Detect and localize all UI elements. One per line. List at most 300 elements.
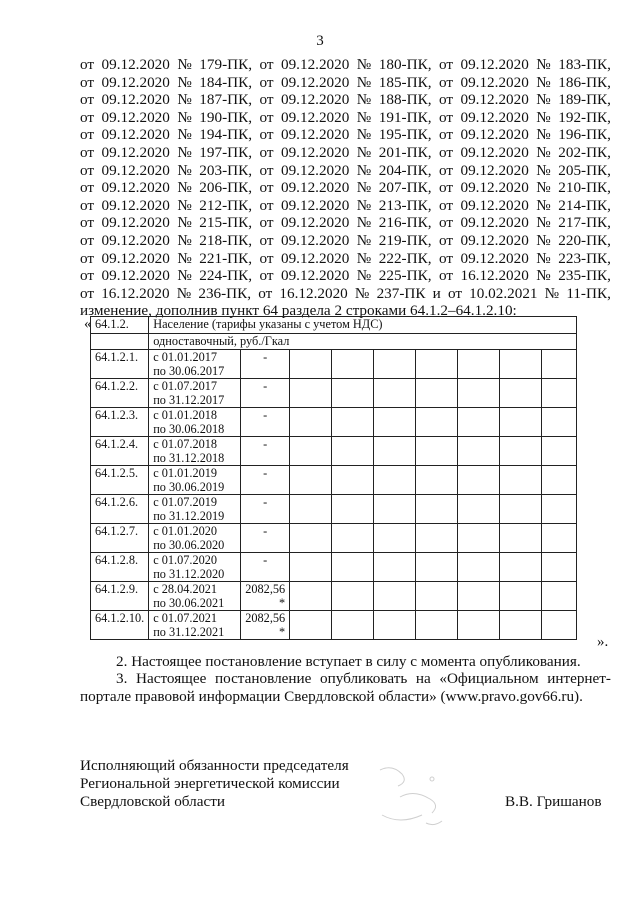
reference-word: № <box>536 196 551 214</box>
reference-word: 216-ПК, <box>378 214 432 232</box>
empty-cell <box>290 350 332 379</box>
signatory-name: В.В. Гришанов <box>505 793 602 810</box>
reference-word: от <box>259 126 274 144</box>
table-row <box>91 611 577 640</box>
reference-word: 220-ПК, <box>558 231 611 249</box>
empty-cell <box>290 466 332 495</box>
reference-word: 190-ПК, <box>199 108 253 126</box>
reference-word: 201-ПК, <box>378 143 432 161</box>
table-subheader-row <box>91 334 577 350</box>
reference-word: 196-ПК, <box>558 126 611 144</box>
row-period <box>149 582 241 611</box>
reference-word: от <box>80 249 95 267</box>
reference-word: 202-ПК, <box>558 143 611 161</box>
reference-word: № <box>177 249 192 267</box>
row-code: 64.1.2.3. <box>91 408 149 437</box>
paragraph-3-word: 3. <box>116 670 128 687</box>
header-title: Население (тарифы указаны с учетом НДС) <box>149 317 577 334</box>
empty-cell <box>290 379 332 408</box>
empty-cell <box>332 350 374 379</box>
reference-word: № <box>536 267 551 285</box>
empty-cell <box>458 524 500 553</box>
reference-line <box>80 109 611 127</box>
reference-line <box>80 74 611 92</box>
reference-word: 09.12.2020 <box>280 73 350 91</box>
reference-word: от <box>80 214 95 232</box>
empty-cell <box>500 466 542 495</box>
reference-word: от <box>438 249 453 267</box>
paragraph-3-word: на <box>415 670 431 687</box>
reference-word: № <box>356 73 372 91</box>
paragraph-3-word: Настоящее <box>136 670 207 687</box>
reference-word: 194-ПК, <box>199 126 253 144</box>
reference-word: 237-ПК <box>376 284 426 302</box>
reference-word: 09.12.2020 <box>101 214 170 232</box>
empty-cell <box>458 466 500 495</box>
reference-word: 206-ПК, <box>199 179 253 197</box>
empty-cell <box>542 495 577 524</box>
empty-cell <box>542 437 577 466</box>
empty-cell <box>458 582 500 611</box>
amendment-text: изменение, дополнив пункт 64 раздела 2 строками 64.1.2–64.1.2.10: <box>80 302 517 319</box>
reference-word: 09.12.2020 <box>280 91 350 109</box>
reference-word: 210-ПК, <box>558 179 611 197</box>
reference-word: № <box>356 91 372 109</box>
reference-word: 184-ПК, <box>199 73 253 91</box>
empty-cell <box>500 350 542 379</box>
reference-line <box>80 214 611 232</box>
row-period <box>149 408 241 437</box>
reference-word: 09.12.2020 <box>101 143 170 161</box>
reference-word: 09.12.2020 <box>101 108 170 126</box>
row-value: - <box>241 466 290 495</box>
row-period <box>149 495 241 524</box>
reference-word: от <box>259 214 274 232</box>
reference-word: 221-ПК, <box>199 249 253 267</box>
reference-word: № <box>177 126 192 144</box>
reference-line <box>80 162 611 180</box>
reference-word: 235-ПК, <box>558 267 611 285</box>
tariff-table <box>90 316 577 640</box>
row-value: 2082,56 * <box>241 611 290 640</box>
empty-cell <box>458 611 500 640</box>
reference-word: 09.12.2020 <box>460 214 529 232</box>
reference-word: № <box>177 108 192 126</box>
period-from: с 01.07.2017 <box>153 379 218 393</box>
reference-word: № <box>177 179 192 197</box>
table-row <box>91 524 577 553</box>
reference-word: № <box>536 249 551 267</box>
empty-cell <box>290 611 332 640</box>
reference-word: от <box>259 143 274 161</box>
empty-cell <box>542 611 577 640</box>
reference-word: № <box>356 108 372 126</box>
empty-cell <box>542 350 577 379</box>
reference-word: 197-ПК, <box>199 143 253 161</box>
reference-word: 224-ПК, <box>199 267 253 285</box>
table-row <box>91 408 577 437</box>
reference-word: № <box>356 179 372 197</box>
row-period <box>149 466 241 495</box>
table-row <box>91 582 577 611</box>
reference-word: 203-ПК, <box>199 161 253 179</box>
row-period <box>149 553 241 582</box>
reference-word: от <box>438 231 453 249</box>
period-to: по 31.12.2021 <box>153 625 225 639</box>
empty-cell <box>290 495 332 524</box>
reference-word: от <box>438 267 453 285</box>
period-from: с 01.07.2020 <box>153 553 218 567</box>
row-code: 64.1.2.4. <box>91 437 149 466</box>
row-period <box>149 524 241 553</box>
signature-title-line-3: Свердловской области <box>80 793 225 810</box>
reference-word: № <box>177 91 192 109</box>
empty-cell <box>290 437 332 466</box>
reference-word: 189-ПК, <box>558 91 611 109</box>
reference-word: № <box>356 56 372 73</box>
empty-cell <box>374 408 416 437</box>
page-number: 3 <box>316 33 324 49</box>
reference-word: № <box>536 91 551 109</box>
empty-cell <box>290 553 332 582</box>
period-to: по 31.12.2017 <box>153 393 225 407</box>
reference-word: 192-ПК, <box>558 108 611 126</box>
reference-word: от <box>80 231 95 249</box>
table-row <box>91 553 577 582</box>
reference-word: 09.12.2020 <box>460 56 529 73</box>
reference-word: 09.12.2020 <box>280 231 350 249</box>
row-value: - <box>241 408 290 437</box>
reference-word: 188-ПК, <box>378 91 432 109</box>
row-value: - <box>241 379 290 408</box>
reference-word: от <box>259 231 274 249</box>
empty-cell <box>374 495 416 524</box>
reference-word: 09.12.2020 <box>460 196 529 214</box>
empty-cell <box>332 553 374 582</box>
reference-word: № <box>544 284 560 302</box>
empty-cell <box>542 408 577 437</box>
reference-word: 09.12.2020 <box>280 108 350 126</box>
period-to: по 30.06.2021 <box>153 596 225 610</box>
reference-word: от <box>259 91 274 109</box>
empty-cell <box>416 495 458 524</box>
period-from: с 01.01.2019 <box>153 466 218 480</box>
reference-word: № <box>356 249 372 267</box>
reference-word: 09.12.2020 <box>280 161 350 179</box>
reference-line <box>80 250 611 268</box>
reference-word: № <box>536 231 551 249</box>
reference-word: от <box>80 91 95 109</box>
period-to: по 30.06.2017 <box>153 364 225 378</box>
period-to: по 31.12.2018 <box>153 451 225 465</box>
reference-word: № <box>536 161 551 179</box>
row-code: 64.1.2.1. <box>91 350 149 379</box>
reference-word: от <box>80 179 95 197</box>
empty-cell <box>332 524 374 553</box>
reference-word: № <box>356 196 372 214</box>
reference-word: 09.12.2020 <box>101 196 170 214</box>
reference-line <box>80 197 611 215</box>
row-value: - <box>241 524 290 553</box>
row-code: 64.1.2.9. <box>91 582 149 611</box>
row-value: - <box>241 350 290 379</box>
reference-word: 195-ПК, <box>378 126 432 144</box>
reference-word: № <box>536 179 551 197</box>
reference-line <box>80 285 611 303</box>
empty-cell <box>416 466 458 495</box>
empty-cell <box>416 611 458 640</box>
empty-cell <box>416 553 458 582</box>
signature-mark <box>370 755 460 835</box>
empty-cell <box>416 379 458 408</box>
empty-cell <box>458 495 500 524</box>
reference-word: 204-ПК, <box>378 161 432 179</box>
table-row <box>91 379 577 408</box>
reference-word: 10.02.2021 <box>469 284 538 302</box>
reference-word: 215-ПК, <box>199 214 253 232</box>
reference-word: 09.12.2020 <box>460 231 529 249</box>
reference-word: № <box>177 143 192 161</box>
reference-word: № <box>177 267 192 285</box>
reference-word: 09.12.2020 <box>280 179 350 197</box>
reference-word: 236-ПК, <box>198 284 252 302</box>
reference-word: 223-ПК, <box>558 249 611 267</box>
row-code: 64.1.2.10. <box>91 611 149 640</box>
closing-quote: ». <box>597 634 609 650</box>
empty-cell <box>500 408 542 437</box>
reference-word: № <box>536 108 551 126</box>
reference-word: от <box>438 143 453 161</box>
empty-cell <box>500 495 542 524</box>
reference-word: от <box>80 56 95 73</box>
reference-line <box>80 144 611 162</box>
reference-word: от <box>259 161 274 179</box>
reference-word: 217-ПК, <box>558 214 611 232</box>
reference-word: 225-ПК, <box>378 267 432 285</box>
reference-word: 09.12.2020 <box>280 126 350 144</box>
reference-word: от <box>438 73 453 91</box>
reference-line <box>80 91 611 109</box>
reference-word: № <box>177 196 192 214</box>
empty-cell <box>542 582 577 611</box>
period-to: по 31.12.2019 <box>153 509 225 523</box>
empty-cell <box>332 495 374 524</box>
row-value: 2082,56 * <box>241 582 290 611</box>
reference-word: 09.12.2020 <box>101 91 170 109</box>
reference-word: от <box>258 284 273 302</box>
reference-word: 09.12.2020 <box>460 179 529 197</box>
paragraph-3-word: постановление <box>214 670 312 687</box>
reference-word: 205-ПК, <box>558 161 611 179</box>
paragraph-3-word: опубликовать <box>320 670 408 687</box>
empty-cell <box>374 437 416 466</box>
reference-word: 09.12.2020 <box>460 161 529 179</box>
reference-word: № <box>177 214 192 232</box>
reference-word: 09.12.2020 <box>460 126 529 144</box>
reference-word: № <box>176 284 192 302</box>
reference-word: от <box>80 73 95 91</box>
period-from: с 01.07.2019 <box>153 495 218 509</box>
reference-word: от <box>80 126 95 144</box>
header-code: 64.1.2. <box>91 317 149 334</box>
reference-word: № <box>356 214 372 232</box>
reference-line <box>80 126 611 144</box>
reference-word: от <box>447 284 462 302</box>
reference-word: 16.12.2020 <box>101 284 170 302</box>
reference-word: № <box>536 126 551 144</box>
reference-word: № <box>536 56 551 73</box>
period-to: по 31.12.2020 <box>153 567 225 581</box>
period-to: по 30.06.2019 <box>153 480 225 494</box>
reference-line <box>80 56 611 74</box>
signature-title-line-1: Исполняющий обязанности председателя <box>80 757 349 774</box>
reference-word: № <box>356 161 372 179</box>
reference-word: 09.12.2020 <box>460 108 529 126</box>
period-from: с 28.04.2021 <box>153 582 218 596</box>
reference-word: 09.12.2020 <box>101 73 170 91</box>
reference-word: № <box>177 73 192 91</box>
empty-cell <box>374 611 416 640</box>
empty-cell <box>416 582 458 611</box>
reference-word: от <box>259 108 274 126</box>
reference-word: 180-ПК, <box>378 56 432 73</box>
period-to: по 30.06.2020 <box>153 538 225 552</box>
reference-word: 186-ПК, <box>558 73 611 91</box>
row-value: - <box>241 495 290 524</box>
reference-word: № <box>356 126 372 144</box>
reference-word: 16.12.2020 <box>279 284 348 302</box>
reference-word: от <box>259 73 274 91</box>
empty-cell <box>458 437 500 466</box>
signature-title-line-2: Региональной энергетической комиссии <box>80 775 340 792</box>
row-value: - <box>241 437 290 466</box>
reference-word: от <box>80 196 95 214</box>
reference-word: от <box>438 108 453 126</box>
reference-word: 214-ПК, <box>558 196 611 214</box>
empty-cell <box>458 379 500 408</box>
reference-line <box>80 267 611 285</box>
paragraph-3-word: «Официальном <box>439 670 539 687</box>
reference-word: от <box>80 267 95 285</box>
subheader-empty-cell <box>91 334 149 350</box>
reference-line <box>80 232 611 250</box>
reference-word: 09.12.2020 <box>101 231 170 249</box>
empty-cell <box>332 379 374 408</box>
empty-cell <box>416 437 458 466</box>
row-code: 64.1.2.2. <box>91 379 149 408</box>
reference-word: 187-ПК, <box>199 91 253 109</box>
reference-word: 11-ПК, <box>566 284 611 302</box>
empty-cell <box>542 524 577 553</box>
row-code: 64.1.2.6. <box>91 495 149 524</box>
empty-cell <box>374 350 416 379</box>
empty-cell <box>500 611 542 640</box>
reference-word: от <box>438 126 453 144</box>
empty-cell <box>290 582 332 611</box>
paragraph-3-first-line <box>116 670 611 688</box>
reference-word: № <box>536 214 551 232</box>
empty-cell <box>332 466 374 495</box>
reference-word: 222-ПК, <box>378 249 432 267</box>
row-code: 64.1.2.5. <box>91 466 149 495</box>
empty-cell <box>542 466 577 495</box>
empty-cell <box>332 611 374 640</box>
resolution-references <box>80 56 611 302</box>
reference-line <box>80 179 611 197</box>
period-to: по 30.06.2018 <box>153 422 225 436</box>
reference-word: 09.12.2020 <box>101 179 170 197</box>
reference-word: от <box>259 179 274 197</box>
reference-word: 09.12.2020 <box>101 161 170 179</box>
empty-cell <box>500 437 542 466</box>
reference-word: 09.12.2020 <box>101 126 170 144</box>
empty-cell <box>332 582 374 611</box>
reference-word: от <box>438 214 453 232</box>
row-period <box>149 379 241 408</box>
row-value: - <box>241 553 290 582</box>
table-row <box>91 350 577 379</box>
reference-word: от <box>80 143 95 161</box>
reference-word: 09.12.2020 <box>101 267 170 285</box>
table-row <box>91 495 577 524</box>
reference-word: 213-ПК, <box>378 196 432 214</box>
reference-word: от <box>259 249 274 267</box>
reference-word: № <box>536 73 551 91</box>
empty-cell <box>332 437 374 466</box>
reference-word: от <box>80 284 95 302</box>
reference-word: от <box>438 161 453 179</box>
reference-word: от <box>259 56 274 73</box>
reference-word: 191-ПК, <box>378 108 432 126</box>
empty-cell <box>500 379 542 408</box>
reference-word: 207-ПК, <box>378 179 432 197</box>
reference-word: 09.12.2020 <box>280 196 350 214</box>
reference-word: № <box>356 267 372 285</box>
row-code: 64.1.2.8. <box>91 553 149 582</box>
empty-cell <box>290 408 332 437</box>
reference-word: 09.12.2020 <box>280 56 350 73</box>
empty-cell <box>290 524 332 553</box>
reference-word: и <box>432 284 441 302</box>
row-period <box>149 611 241 640</box>
reference-word: № <box>177 161 192 179</box>
reference-word: 09.12.2020 <box>101 56 170 73</box>
reference-word: 09.12.2020 <box>280 249 350 267</box>
reference-word: 16.12.2020 <box>460 267 529 285</box>
reference-word: 09.12.2020 <box>460 143 529 161</box>
reference-word: № <box>177 56 192 73</box>
table-header-row <box>91 317 577 334</box>
reference-word: от <box>259 196 274 214</box>
reference-word: 09.12.2020 <box>280 267 350 285</box>
reference-word: 09.12.2020 <box>280 214 350 232</box>
reference-word: 09.12.2020 <box>280 143 350 161</box>
empty-cell <box>416 408 458 437</box>
paragraph-3-tail: портале правовой информации Свердловской области» (www.pravo.gov66.ru). <box>80 688 583 705</box>
empty-cell <box>542 553 577 582</box>
reference-word: 09.12.2020 <box>460 249 529 267</box>
empty-cell <box>500 553 542 582</box>
reference-word: № <box>354 284 370 302</box>
reference-word: 183-ПК, <box>558 56 611 73</box>
opening-quote: « <box>84 316 92 332</box>
reference-word: № <box>177 231 192 249</box>
empty-cell <box>458 350 500 379</box>
reference-word: от <box>438 91 453 109</box>
reference-word: от <box>438 179 453 197</box>
period-from: с 01.07.2018 <box>153 437 218 451</box>
reference-word: от <box>80 161 95 179</box>
